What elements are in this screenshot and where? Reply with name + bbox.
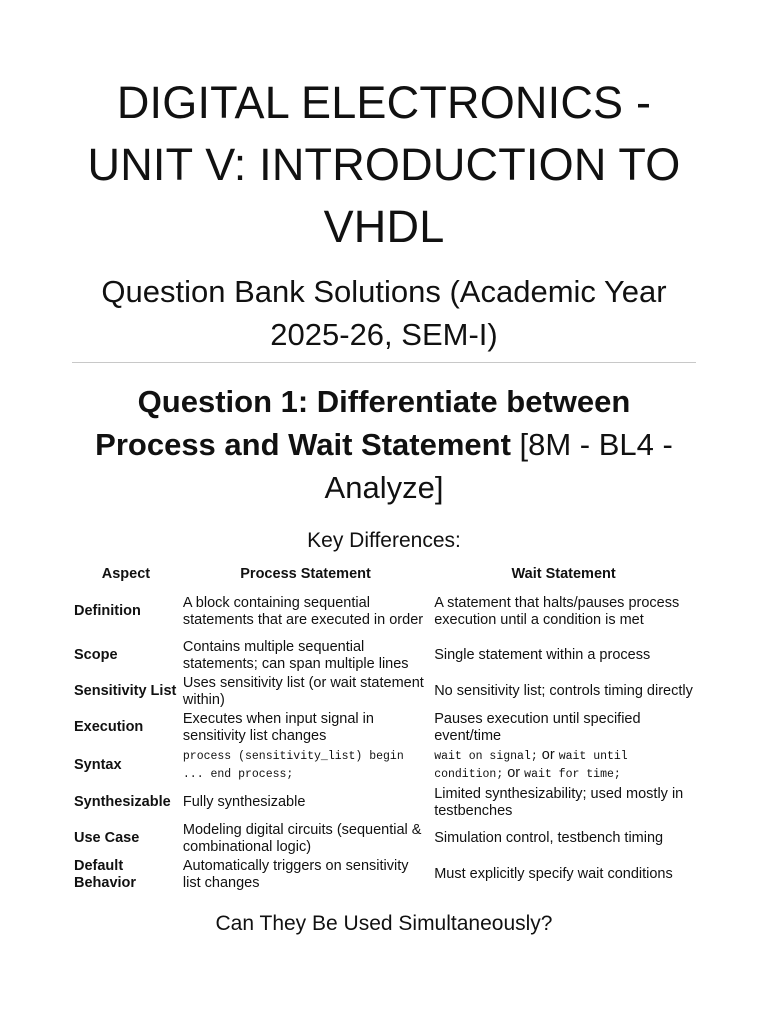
document-title <box>60 72 708 258</box>
table-row <box>72 674 696 710</box>
closing-heading: Can They Be Used Simultaneously? <box>215 912 553 935</box>
process-cell: Modeling digital circuits (sequential & combinational logic) <box>182 822 422 855</box>
table-row <box>72 586 696 638</box>
aspect-cell: Scope <box>74 647 118 664</box>
process-cell: Fully synthesizable <box>182 794 306 811</box>
wait-cell <box>431 746 696 785</box>
table-header-row <box>72 563 696 586</box>
table-row <box>72 638 696 674</box>
divider <box>72 362 696 363</box>
process-cell <box>180 746 431 785</box>
aspect-cell: Syntax <box>74 756 122 773</box>
process-cell: A block containing sequential statements that are executed in order <box>182 595 424 628</box>
process-cell: Executes when input signal in sensitivity list changes <box>182 711 374 744</box>
header-wait: Wait Statement <box>511 566 616 582</box>
process-syntax-code: process (sensitivity_list) begin ... end process; <box>182 749 404 782</box>
aspect-cell: Synthesizable <box>74 794 171 811</box>
aspect-cell: Use Case <box>74 830 140 847</box>
aspect-cell: Definition <box>74 603 141 620</box>
wait-cell: Single statement within a process <box>434 647 651 664</box>
table-row <box>72 710 696 746</box>
question-marks: [8M - BL4 - <box>510 427 673 462</box>
table-row <box>72 857 696 893</box>
question-title-line-1: Question 1: Differentiate between <box>137 384 631 419</box>
wait-cell: Simulation control, testbench timing <box>434 830 664 847</box>
title-line-1: DIGITAL ELECTRONICS - <box>116 77 652 128</box>
wait-syntax-or-2: or <box>503 765 525 782</box>
wait-syntax-code-1: wait on signal; <box>434 749 538 763</box>
differences-table <box>72 563 696 893</box>
header-process: Process Statement <box>240 566 371 582</box>
wait-cell: A statement that halts/pauses process execution until a condition is met <box>434 595 680 628</box>
aspect-cell: Default Behavior <box>74 858 137 891</box>
process-cell: Automatically triggers on sensitivity list changes <box>182 858 409 891</box>
table-row <box>72 785 696 821</box>
document-subtitle <box>60 270 708 356</box>
subtitle-line-2: 2025-26, SEM-I) <box>270 317 498 352</box>
title-line-2: UNIT V: INTRODUCTION TO <box>87 139 681 190</box>
title-line-3: VHDL <box>323 201 445 252</box>
header-aspect: Aspect <box>101 566 151 582</box>
question-title-line-2: Process and Wait Statement <box>95 427 511 462</box>
question-heading <box>60 380 708 509</box>
question-marks-line-3: Analyze] <box>324 470 444 505</box>
wait-syntax-or-1: or <box>537 746 559 763</box>
section-label: Key Differences: <box>307 529 461 552</box>
aspect-cell: Execution <box>74 719 144 736</box>
wait-cell: Must explicitly specify wait conditions <box>434 866 673 883</box>
subtitle-line-1: Question Bank Solutions (Academic Year <box>101 274 667 309</box>
process-cell: Contains multiple sequential statements; can span multiple lines <box>182 639 409 672</box>
table-row <box>72 746 696 785</box>
wait-cell: Limited synthesizability; used mostly in testbenches <box>434 786 684 819</box>
aspect-cell: Sensitivity List <box>74 683 177 700</box>
process-cell: Uses sensitivity list (or wait statement within) <box>182 675 424 708</box>
wait-cell: No sensitivity list; controls timing directly <box>434 683 693 700</box>
wait-syntax-code-2: wait until condition; <box>434 749 628 782</box>
wait-syntax-code-3: wait for time; <box>524 768 621 782</box>
wait-cell: Pauses execution until specified event/time <box>434 711 641 744</box>
table-row <box>72 821 696 857</box>
